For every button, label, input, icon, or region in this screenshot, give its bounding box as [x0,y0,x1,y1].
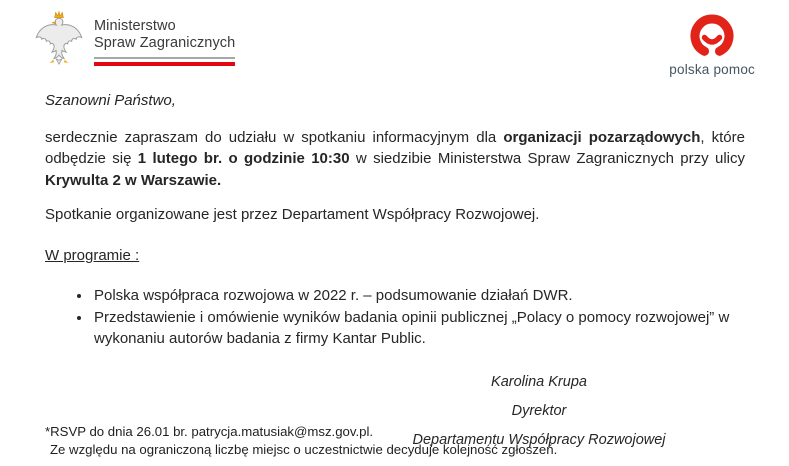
letter-body [0,74,789,448]
polska-pomoc-logo-icon [687,12,737,60]
signature-department: Departamentu Współpracy Rozwojowej [412,431,666,448]
invitation-paragraph [45,127,745,192]
capacity-note: Ze względu na ograniczoną liczbę miejsc o uczestnictwie decyduje kolejność zgłoszeń. [50,442,558,457]
invitation-text: w siedzibie Ministerstwa Spraw Zagranicznych przy ulicy [349,150,745,167]
ministry-name-line2: Spraw Zagranicznych [94,35,236,51]
agenda-item: • Przedstawienie i omówienie wyników badania opinii publicznej „Polacy o pomocy rozwojowej” w wykonaniu autorów badania z firmy Kantar Public. [92,307,745,350]
invitation-bold-datetime: 1 lutego br. o godzinie 10:30 [137,150,350,167]
rsvp-note: *RSVP do dnia 26.01 br. patrycja.matusiak@msz.gov.pl. [45,424,374,439]
invitation-text: , które odbędzie się [45,128,745,167]
signature-title: Dyrektor [511,402,567,419]
ministry-brand [30,9,235,69]
polska-pomoc-label: polska pomoc [669,62,755,77]
polska-pomoc-brand [669,9,755,77]
agenda-list [45,285,745,350]
invitation-bold-address: Krywulta 2 w Warszawie. [45,171,222,189]
ministry-name-line1: Ministerstwo [94,18,176,34]
flag-divider [94,57,235,66]
organizer-paragraph: Spotkanie organizowane jest przez Departament Współpracy Rozwojowej. [45,206,540,223]
agenda-heading: W programie : [45,246,140,264]
signature-name: Karolina Krupa [491,373,587,390]
polish-eagle-emblem [30,9,88,69]
footnote [45,423,759,459]
invitation-bold-ngo: organizacji pozarządowych [503,128,701,146]
salutation: Szanowni Państwo, [45,92,176,109]
invitation-text: serdecznie zapraszam do udziału w spotkaniu informacyjnym dla [45,128,504,146]
ministry-name-block [94,9,235,66]
letterhead [0,0,789,77]
agenda-item: • Polska współpraca rozwojowa w 2022 r. – podsumowanie działań DWR. [92,285,745,307]
